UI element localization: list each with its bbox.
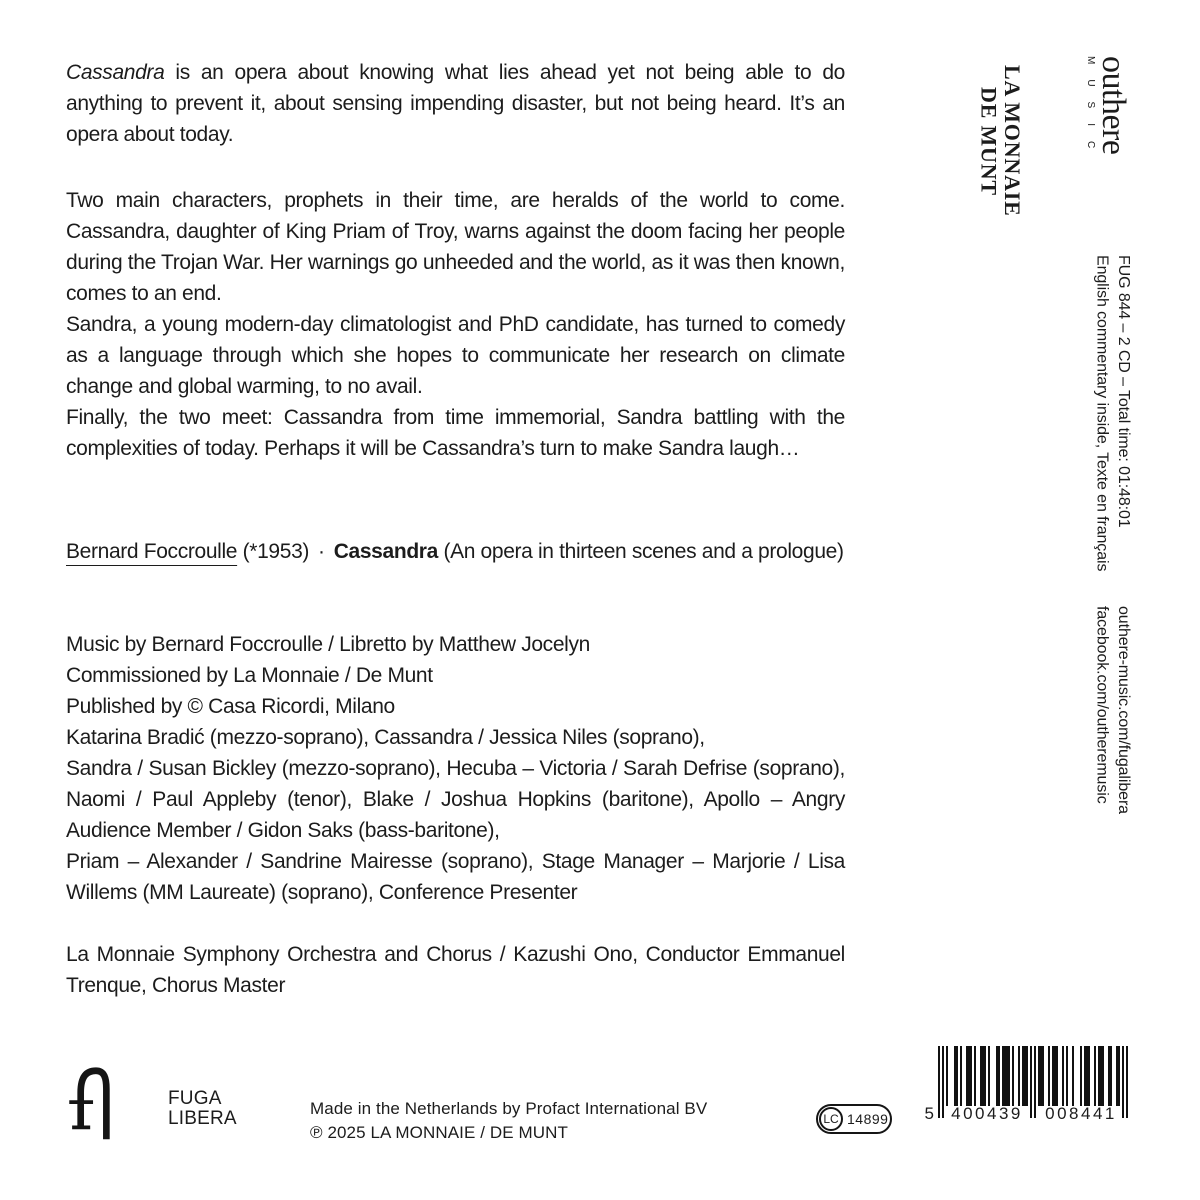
barcode <box>922 1046 1128 1138</box>
intro-paragraph <box>66 57 845 150</box>
work-title: Cassandra <box>333 540 438 563</box>
outhere-url: outhere-music.com/fugalibera <box>1115 606 1132 814</box>
work-subtitle: (An opera in thirteen scenes and a prologue) <box>437 540 844 563</box>
catalog-number: FUG 844 – 2 CD – Total time: 01:48:01 <box>1115 255 1132 528</box>
barcode-digit-first: 5 <box>924 1104 934 1123</box>
ensemble-line <box>66 939 845 1001</box>
credit-published: Published by © Casa Ricordi, Milano <box>66 695 395 718</box>
barcode-digits-right: 008441 <box>1045 1104 1117 1123</box>
credits-block <box>66 629 845 908</box>
phonogram-notice: ℗ 2025 LA MONNAIE / DE MUNT <box>310 1122 569 1142</box>
credit-music-libretto: Music by Bernard Foccroulle / Libretto by Matthew Jocelyn <box>66 633 590 656</box>
intro-text: Cassandra is an opera about knowing what lies ahead yet not being able to do anything to prevent it, about sensing impending disaster, but not being heard. It’s an opera about today. <box>66 61 845 146</box>
facebook-url: facebook.com/outheremusic <box>1093 606 1111 804</box>
lamonnaie-line-2: DE MUNT <box>976 86 1002 196</box>
made-in-note: Made in the Netherlands by Profact International BV <box>310 1099 708 1118</box>
lamonnaie-demunt-wordmark <box>977 62 1024 220</box>
cast-line-1: Katarina Bradić (mezzo-soprano), Cassandra / Jessica Niles (soprano), <box>66 726 705 749</box>
lc-circle: LC <box>819 1107 843 1131</box>
barcode-digits-left: 400439 <box>951 1104 1023 1123</box>
commentary-note: English commentary inside, Texte en français <box>1093 255 1111 572</box>
cast-line-2: Sandra / Susan Bickley (mezzo-soprano), Hecuba – Victoria / Sarah Defrise (soprano), Naomi / Paul Appleby (tenor), Blake / Joshua Hopkins (baritone), Apollo – Angry Audience Member / Gidon Saks (bass-baritone), <box>66 757 845 842</box>
label-urls <box>1091 606 1134 814</box>
fuga-line-2: LIBERA <box>168 1108 237 1129</box>
production-notes <box>310 1097 707 1144</box>
fuga-line-1: FUGA <box>168 1088 222 1109</box>
outhere-music-sub: MUSIC <box>1085 56 1096 164</box>
lamonnaie-line-1: LA MONNAIE <box>1000 65 1025 217</box>
outhere-music-logo <box>1082 56 1132 164</box>
composer-name: Bernard Foccroulle <box>66 540 238 563</box>
synopsis-paragraph-1: Two main characters, prophets in their time, are heralds of the world to come. Cassandra, daughter of King Priam of Troy, warns against the doom facing her people during the Trojan War. Her warnings go unheeded and the world, as it was then known, comes to an end. <box>66 189 845 305</box>
credit-commissioned: Commissioned by La Monnaie / De Munt <box>66 664 433 687</box>
ensemble-text: La Monnaie Symphony Orchestra and Chorus / Kazushi Ono, Conductor Emmanuel Trenque, Chorus Master <box>66 943 845 997</box>
catalog-info <box>1091 255 1134 571</box>
separator-dot: · <box>318 540 325 563</box>
work-heading <box>66 536 845 568</box>
fuga-libera-logo <box>66 1066 122 1144</box>
synopsis-paragraph-2: Sandra, a young modern-day climatologist and PhD candidate, has turned to comedy as a language through which she hopes to communicate her research on climate change and global warming, to no avail. <box>66 313 845 398</box>
composer-dates: (*1953) <box>237 540 310 563</box>
work-name-italic: Cassandra <box>66 61 165 84</box>
synopsis-paragraph-3: Finally, the two meet: Cassandra from time immemorial, Sandra battling with the complexities of today. Perhaps it will be Cassandra’s turn to make Sandra laugh… <box>66 406 845 460</box>
fuga-libera-wordmark <box>168 1089 237 1129</box>
lc-number: 14899 <box>847 1111 889 1127</box>
fl-ligature-icon <box>66 1066 122 1144</box>
outhere-wordmark: outhere <box>1095 56 1132 155</box>
cast-line-3: Priam – Alexander / Sandrine Mairesse (soprano), Stage Manager – Marjorie / Lisa Willems (MM Laureate) (soprano), Conference Presenter <box>66 850 845 904</box>
lc-badge <box>816 1104 892 1134</box>
synopsis <box>66 185 845 464</box>
